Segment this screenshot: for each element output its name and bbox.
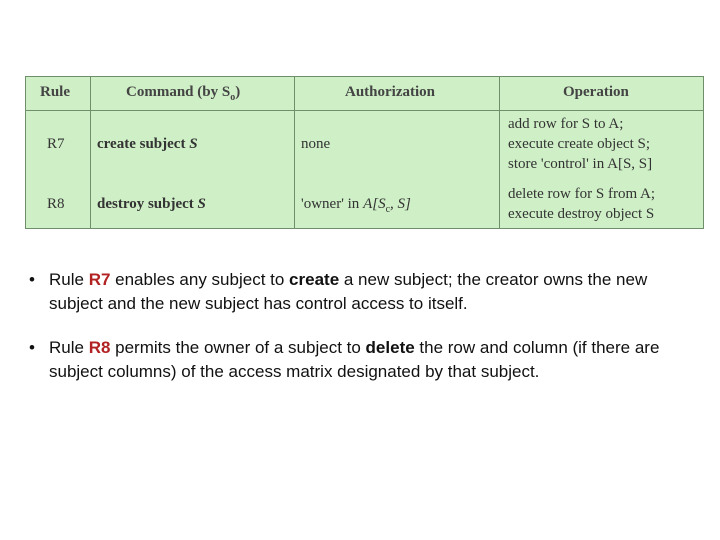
rules-table xyxy=(25,76,704,229)
row-r7-operation-1: add row for S to A; xyxy=(508,116,624,132)
keyword: create xyxy=(289,270,340,289)
keyword: delete xyxy=(365,338,415,357)
bullet-text: enables any subject to xyxy=(110,270,290,289)
row-r8-operation-2: execute destroy object S xyxy=(508,206,655,222)
column-divider xyxy=(90,77,91,228)
rule-ref: R7 xyxy=(88,270,111,289)
column-divider xyxy=(499,77,500,228)
bullet-text: Rule xyxy=(49,338,89,357)
rule-ref: R8 xyxy=(88,338,111,357)
bullet-marker: • xyxy=(29,270,35,289)
row-r7-operation-3: store 'control' in A[S, S] xyxy=(508,156,653,172)
header-divider xyxy=(26,110,703,111)
bullet-r8 xyxy=(29,336,689,384)
row-r8-rule: R8 xyxy=(47,196,65,212)
row-r8-operation-1: delete row for S from A; xyxy=(508,186,656,202)
header-rule: Rule xyxy=(40,84,70,100)
header-authorization: Authorization xyxy=(345,84,435,100)
bullet-r7 xyxy=(29,268,689,316)
header-command: Command (by $S_o$) xyxy=(126,84,241,103)
bullet-text: the row and column (if there are subject columns) of the access matrix designated by that subject. xyxy=(49,338,660,381)
bullet-text: a new subject; the creator owns the new subject and the new subject has control access to itself. xyxy=(49,270,648,313)
row-r7-command: create subject S xyxy=(97,136,198,152)
column-divider xyxy=(294,77,295,228)
bullet-text: permits the owner of a subject to xyxy=(110,338,366,357)
row-r7-rule: R7 xyxy=(47,136,65,152)
row-r7-operation-2: execute create object S; xyxy=(508,136,651,152)
bullet-list xyxy=(29,268,689,404)
bullet-text: Rule xyxy=(49,270,89,289)
row-r8-command: destroy subject S xyxy=(97,196,206,212)
header-operation: Operation xyxy=(563,84,629,100)
bullet-marker: • xyxy=(29,338,35,357)
row-r7-authorization: none xyxy=(301,136,331,152)
row-r8-authorization: 'owner' in $A[S_c$, S] xyxy=(301,196,411,215)
